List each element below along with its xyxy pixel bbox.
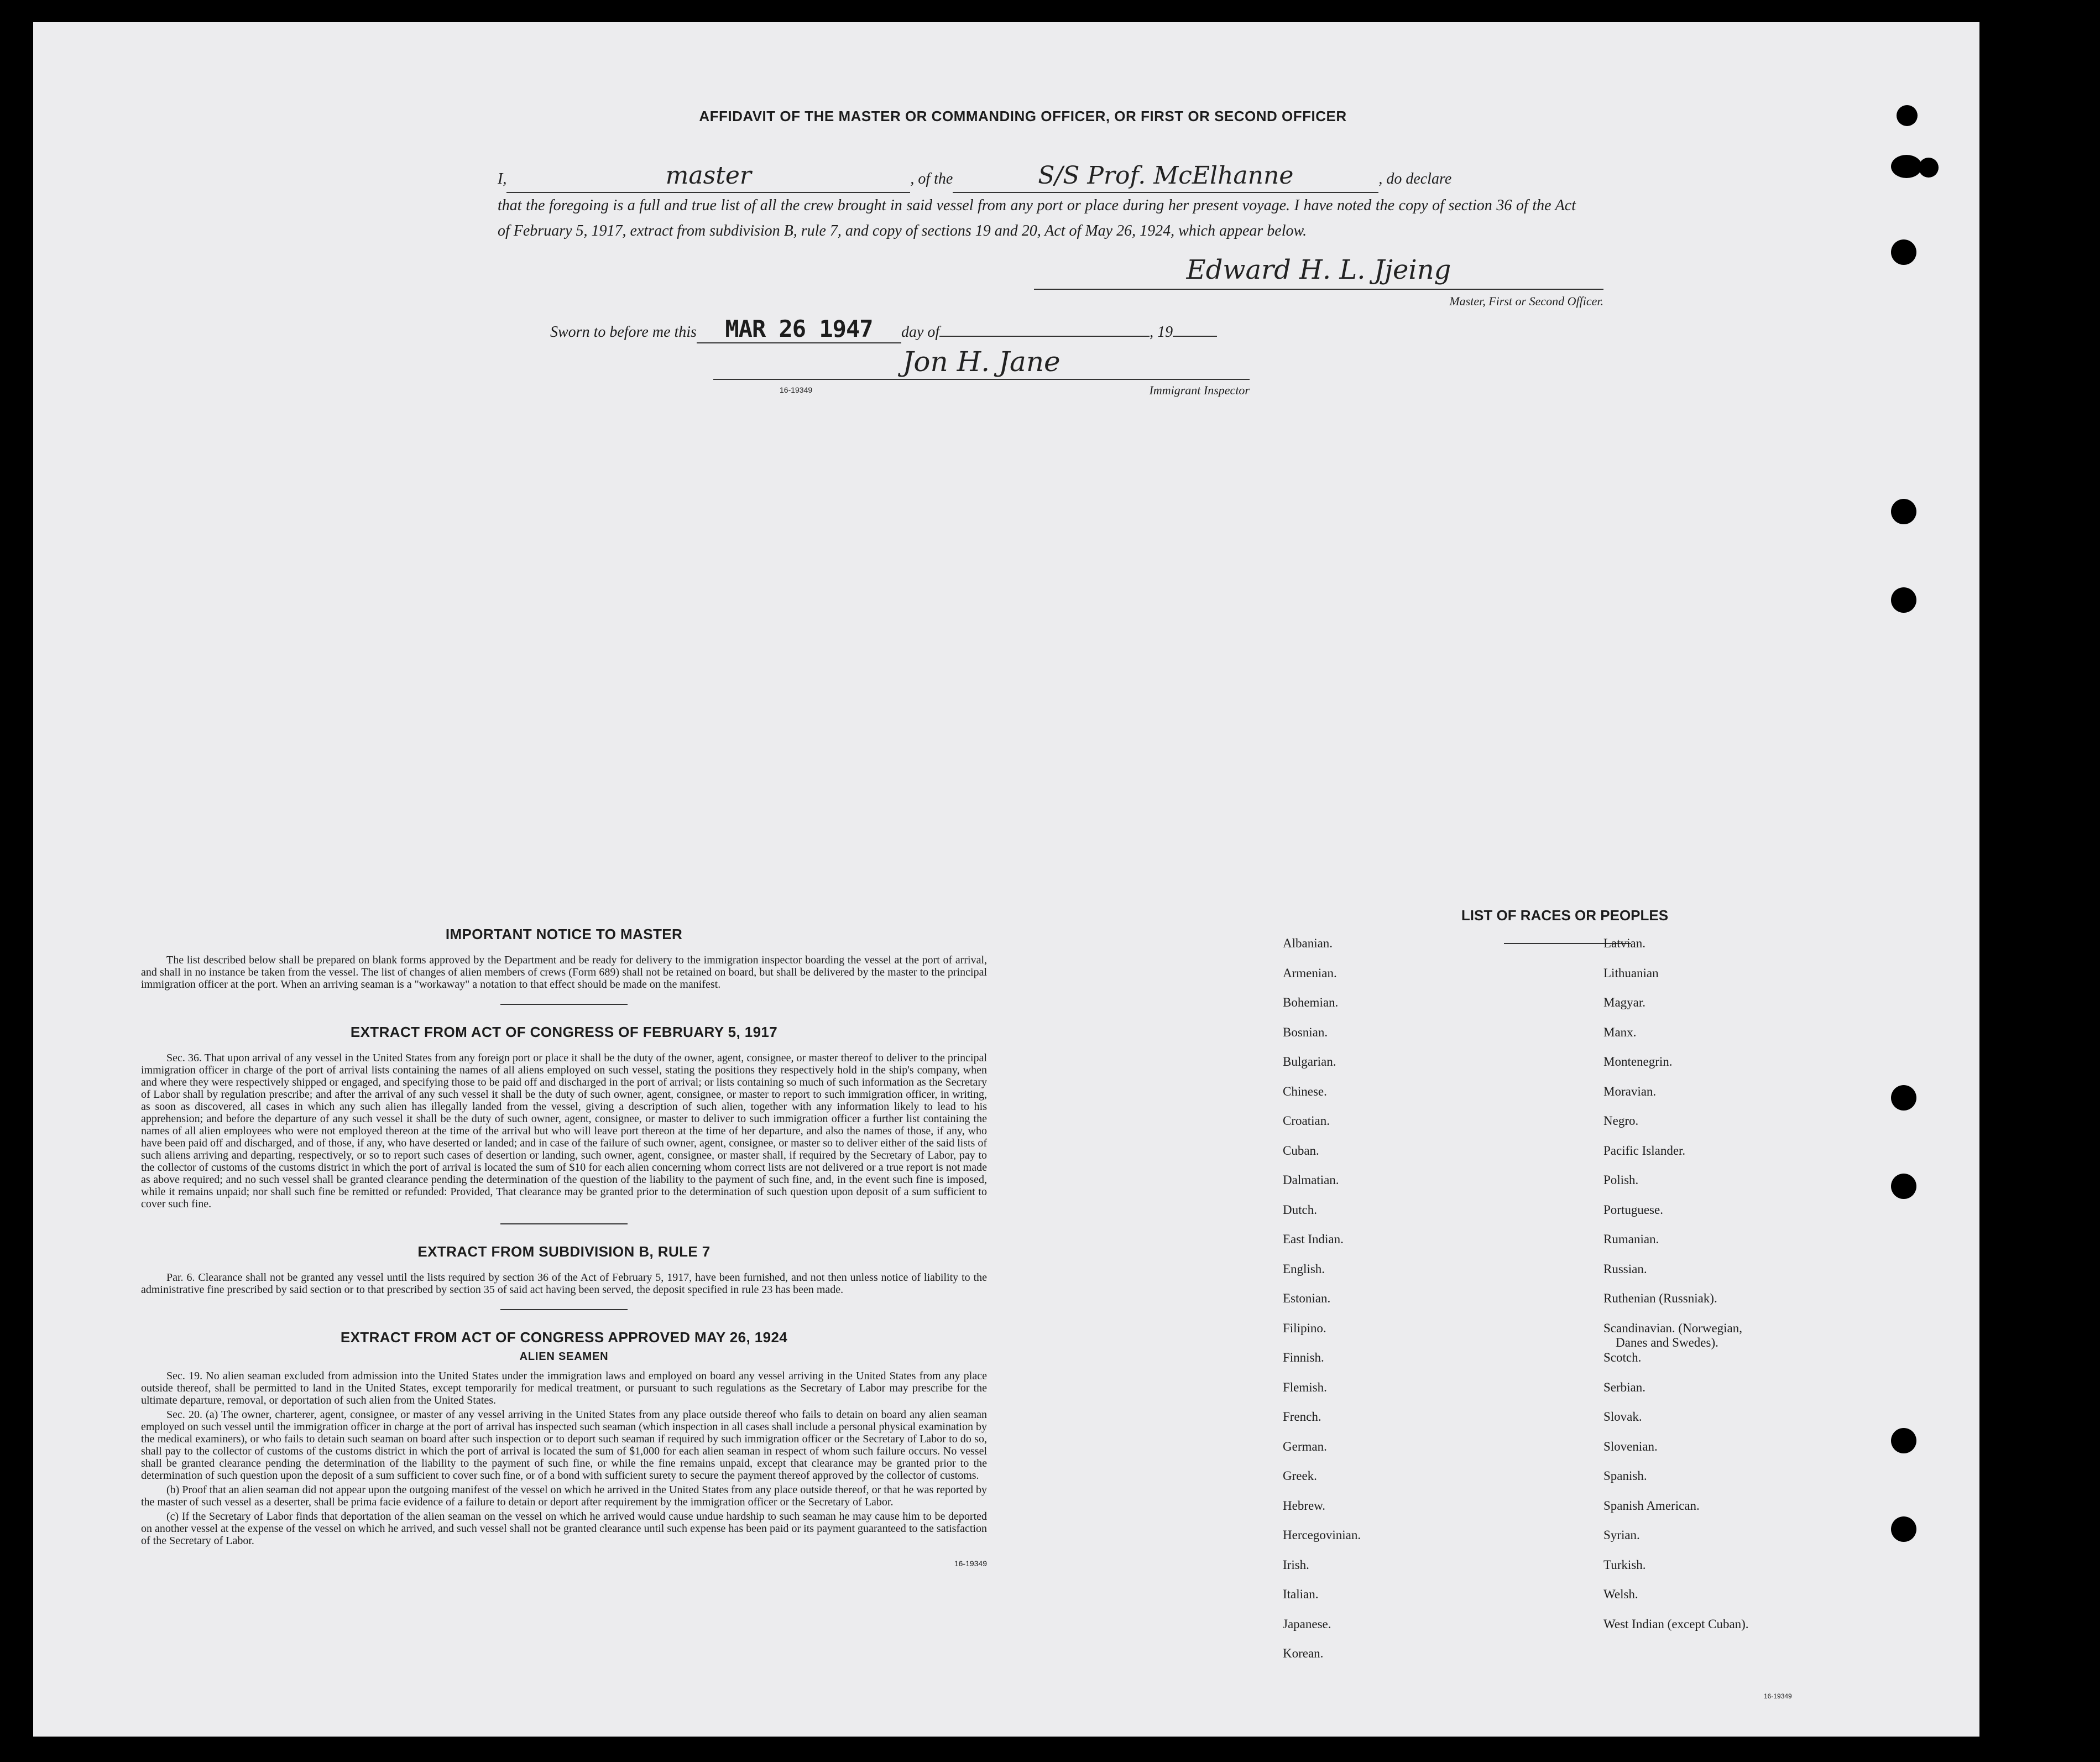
divider [500, 1004, 628, 1005]
race-item: Russian. [1603, 1261, 1647, 1276]
affidavit-form-code: 16-19349 [780, 385, 813, 394]
notice-column [141, 918, 987, 1568]
race-item: Latvian. [1603, 936, 1645, 950]
inspector-line [713, 379, 1250, 380]
vessel-handwriting: S/S Prof. McElhanne [1038, 161, 1294, 190]
race-item: Estonian. [1283, 1291, 1331, 1305]
races-title: LIST OF RACES OR PEOPLES [1461, 907, 1669, 924]
year-label: , 19 [1150, 324, 1173, 341]
races-form-code: 16-19349 [1764, 1692, 1792, 1700]
race-item: Hercegovinian. [1283, 1528, 1361, 1542]
race-item: Spanish. [1603, 1469, 1647, 1483]
affidavit-body: that the foregoing is a full and true list of all the crew brought in said vessel from any port or place during her present voyage. I have noted the copy of section 36 of the Act of February 5, 1917, extract from subdivision B, rule 7, and copy of sections 19 and 20, Act of May 26, 1924, which appear below. [498, 197, 1576, 239]
race-item: English. [1283, 1261, 1325, 1276]
extract2-text: Par. 6. Clearance shall not be granted any vessel until the lists required by section 36 of the Act of February 5, 1917, have been furnished, and not then unless notice of liability to the administrative fine prescribed by said section or to that prescribed by section 35 of said act having been served, the deposit specified in rule 23 has been made. [141, 1271, 987, 1296]
do-declare-label: , do declare [1378, 170, 1452, 187]
race-item: German. [1283, 1439, 1327, 1453]
race-item: Slovak. [1603, 1410, 1642, 1424]
sworn-date-field [697, 315, 901, 343]
extract1-text: Sec. 36. That upon arrival of any vessel in the United States from any foreign port or place it shall be the duty of the owner, agent, consignee, or master thereof to deliver to the principal immigration officer in charge of the port of arrival lists containing the names of all aliens employed on such vessel, stating the positions they respectively hold in the ship's company, when and where they were respectively shipped or engaged, and specifying those to be paid off and discharged in the port of arrival; or lists containing so much of such information as the Secretary of Labor shall by regulation prescribe; and after the arrival of any such vessel it shall be the duty of such owner, agent, consignee, or master to report to such immigration officer, in writing, as soon as discovered, all cases in which any such alien has illegally landed from the vessel, giving a description of such alien, together with any information likely to lead to his apprehension; and before the departure of any such vessel it shall be the duty of such owner, agent, consignee, or master to deliver to such immigration officer a further list containing the names of all alien employees who were not employed thereon at the time of the arrival but who will leave port thereon at the time of her departure, and also the names of those, if any, who have been paid off and discharged, and of those, if any, who have deserted or landed; and in case of the failure of such owner, agent, consignee, or master so to deliver either of the said lists of such aliens arriving and departing, respectively, or so to report such cases of desertion or landing, such owner, agent, consignee, or master shall, if required by the Secretary of Labor, pay to the collector of customs of the customs district in which the port of arrival is located the sum of $10 for each alien concerning whom correct lists are not delivered or a true report is not made as above required; and no such vessel shall be granted clearance pending the determination of the question of the liability to the payment of such fine, and, in the event such fine is imposed, while it remains unpaid; nor shall such fine be remitted or refunded: Provided, That clearance may be granted prior to the determination of such question upon deposit of a sum sufficient to cover such fine. [141, 1052, 987, 1210]
race-item: Italian. [1283, 1587, 1319, 1601]
race-item: Finnish. [1283, 1351, 1324, 1364]
punch-hole [1891, 155, 1922, 178]
race-item: Lithuanian [1603, 966, 1659, 980]
inspector-caption: Immigrant Inspector [1149, 383, 1250, 397]
race-item: Scotch. [1603, 1351, 1642, 1364]
race-item: Flemish. [1283, 1380, 1327, 1394]
race-item: Turkish. [1603, 1557, 1646, 1572]
race-item: Negro. [1603, 1114, 1639, 1128]
race-item: Greek. [1283, 1469, 1317, 1483]
divider [500, 1223, 628, 1224]
race-item: Filipino. [1283, 1321, 1326, 1335]
race-item: Croatian. [1283, 1114, 1330, 1128]
punch-hole [1891, 1174, 1916, 1199]
sworn-label: Sworn to before me this [550, 324, 697, 341]
punch-hole [1891, 499, 1916, 524]
master-caption: Master, First or Second Officer. [1449, 294, 1603, 308]
inspector-signature-area [713, 346, 1250, 400]
punch-hole [1891, 587, 1916, 613]
divider [500, 1309, 628, 1310]
master-signature: Edward H. L. Jjeing [1186, 254, 1451, 285]
race-item: Danes and Swedes). [1616, 1335, 1718, 1349]
race-item: Syrian. [1603, 1528, 1640, 1542]
punch-hole [1919, 158, 1939, 178]
punch-hole [1891, 1516, 1916, 1542]
extract3-title: EXTRACT FROM ACT OF CONGRESS APPROVED MAY 26, 1924 [340, 1329, 788, 1346]
race-item: Chinese. [1283, 1084, 1327, 1098]
race-item: Serbian. [1603, 1380, 1646, 1394]
race-item: Armenian. [1283, 966, 1337, 980]
race-item: Welsh. [1603, 1587, 1638, 1601]
race-item: Dalmatian. [1283, 1173, 1339, 1187]
inspector-caption-row [713, 383, 1250, 400]
name-field [506, 163, 910, 193]
affidavit-title: AFFIDAVIT OF THE MASTER OR COMMANDING OFFICER, OR FIRST OR SECOND OFFICER [699, 108, 1347, 124]
extract3-sec20a: Sec. 20. (a) The owner, charterer, agent, consignee, or master of any vessel arriving in the United States from any place outside thereof who fails to detain on board any alien seaman employed on such vessel until the immigration officer in charge at the port of arrival has inspected such seaman (which inspection in all cases shall include a personal physical examination by the medical examiners), or who fails to detain such seaman on board after such inspection or to deport such seaman if required by such immigration officer or the Secretary of Labor to do so, shall pay to the collector of customs of the customs district in which the port of arrival is located the sum of $1,000 for each alien seaman in respect of whom such failure occurs. No vessel shall be granted clearance pending the determination of the liability to the payment of such fine, or while the fine remains unpaid, except that clearance may be granted prior to the determination of such question upon the deposit of a sum sufficient to cover such fine, or of a bond with sufficient surety to secure the payment thereof approved by the collector of customs. [141, 1409, 987, 1482]
race-item: Polish. [1603, 1173, 1639, 1187]
extract1-title: EXTRACT FROM ACT OF CONGRESS OF FEBRUARY 5, 1917 [350, 1024, 778, 1040]
extract2-title: EXTRACT FROM SUBDIVISION B, RULE 7 [417, 1243, 711, 1260]
race-item: Japanese. [1283, 1617, 1331, 1631]
race-item: Manx. [1603, 1025, 1637, 1039]
race-item: Ruthenian (Russniak). [1603, 1291, 1717, 1305]
year-field [1173, 336, 1217, 337]
race-item: Bohemian. [1283, 995, 1339, 1009]
race-item: French. [1283, 1410, 1321, 1424]
extract3-sec19: Sec. 19. No alien seaman excluded from admission into the United States under the immigration laws and employed on board any vessel arriving in the United States from any place outside thereof, shall be permitted to land in the United States, except temporarily for medical treatment, or pursuant to such regulations as the Secretary of Labor may prescribe for the ultimate departure, removal, or deportation of such alien from the United States. [141, 1370, 987, 1406]
date-stamp: MAR 26 1947 [725, 315, 873, 342]
race-item: West Indian (except Cuban). [1603, 1617, 1749, 1631]
race-item: Bulgarian. [1283, 1055, 1336, 1068]
race-item: Albanian. [1283, 936, 1333, 950]
inspector-signature: Jon H. Jane [902, 346, 1061, 378]
race-item: Dutch. [1283, 1202, 1317, 1217]
race-item: Scandinavian. (Norwegian, [1603, 1321, 1743, 1335]
races-right-column [1603, 22, 1858, 1737]
race-item: Hebrew. [1283, 1498, 1326, 1513]
sworn-line [550, 315, 1217, 343]
race-item: Pacific Islander. [1603, 1143, 1686, 1158]
race-item: Montenegrin. [1603, 1055, 1673, 1068]
document-page [33, 22, 1979, 1737]
month-field [939, 336, 1150, 337]
race-item: Cuban. [1283, 1143, 1319, 1158]
race-item: Irish. [1283, 1557, 1309, 1572]
i-label: I, [498, 170, 507, 187]
race-item: Moravian. [1603, 1084, 1657, 1098]
punch-hole [1891, 1085, 1916, 1111]
race-item: Spanish American. [1603, 1498, 1700, 1513]
notice-form-code: 16-19349 [954, 1559, 987, 1568]
punch-hole [1897, 105, 1918, 126]
race-item: Bosnian. [1283, 1025, 1328, 1039]
race-item: Korean. [1283, 1646, 1324, 1660]
race-item: Portuguese. [1603, 1202, 1663, 1217]
notice-text: The list described below shall be prepared on blank forms approved by the Department and be ready for delivery to the immigration inspector boarding the vessel at the port of arrival, and shall in no instance be taken from the vessel. The list of changes of alien members of crews (Form 689) shall not be retained on board, but shall be delivered by the master to the principal immigration officer at the port. When an arriving seaman is a "workaway" a notation to that effect should be made on the manifest. [141, 954, 987, 991]
name-handwriting: master [665, 161, 751, 190]
race-item: Magyar. [1603, 995, 1646, 1009]
punch-hole [1891, 239, 1916, 265]
day-of-label: day of [901, 324, 940, 341]
of-the-label: , of the [910, 170, 953, 187]
race-item: Slovenian. [1603, 1439, 1658, 1453]
notice-title: IMPORTANT NOTICE TO MASTER [445, 926, 683, 942]
race-item: East Indian. [1283, 1232, 1344, 1246]
extract3-subtitle: ALIEN SEAMEN [519, 1351, 609, 1363]
extract3-sec20c: (c) If the Secretary of Labor finds that deportation of the alien seaman on the vessel on which he arrived would cause undue hardship to such seaman he may cause him to be deported on another vessel at the expense of the vessel on which he arrived, and such vessel shall not be granted clearance until such expense has been paid or its payment guaranteed to the satisfaction of the Secretary of Labor. [141, 1510, 987, 1547]
extract3-sec20b: (b) Proof that an alien seaman did not appear upon the outgoing manifest of the vessel on which he arrived in the United States from any place outside thereof, or that he was reported by the master of such vessel as a deserter, shall be prima facie evidence of a failure to detain or deport after requirement by the immigration officer or the Secretary of Labor. [141, 1484, 987, 1508]
punch-hole [1891, 1428, 1916, 1453]
race-item: Rumanian. [1603, 1232, 1659, 1246]
races-left-column [1283, 22, 1504, 1737]
